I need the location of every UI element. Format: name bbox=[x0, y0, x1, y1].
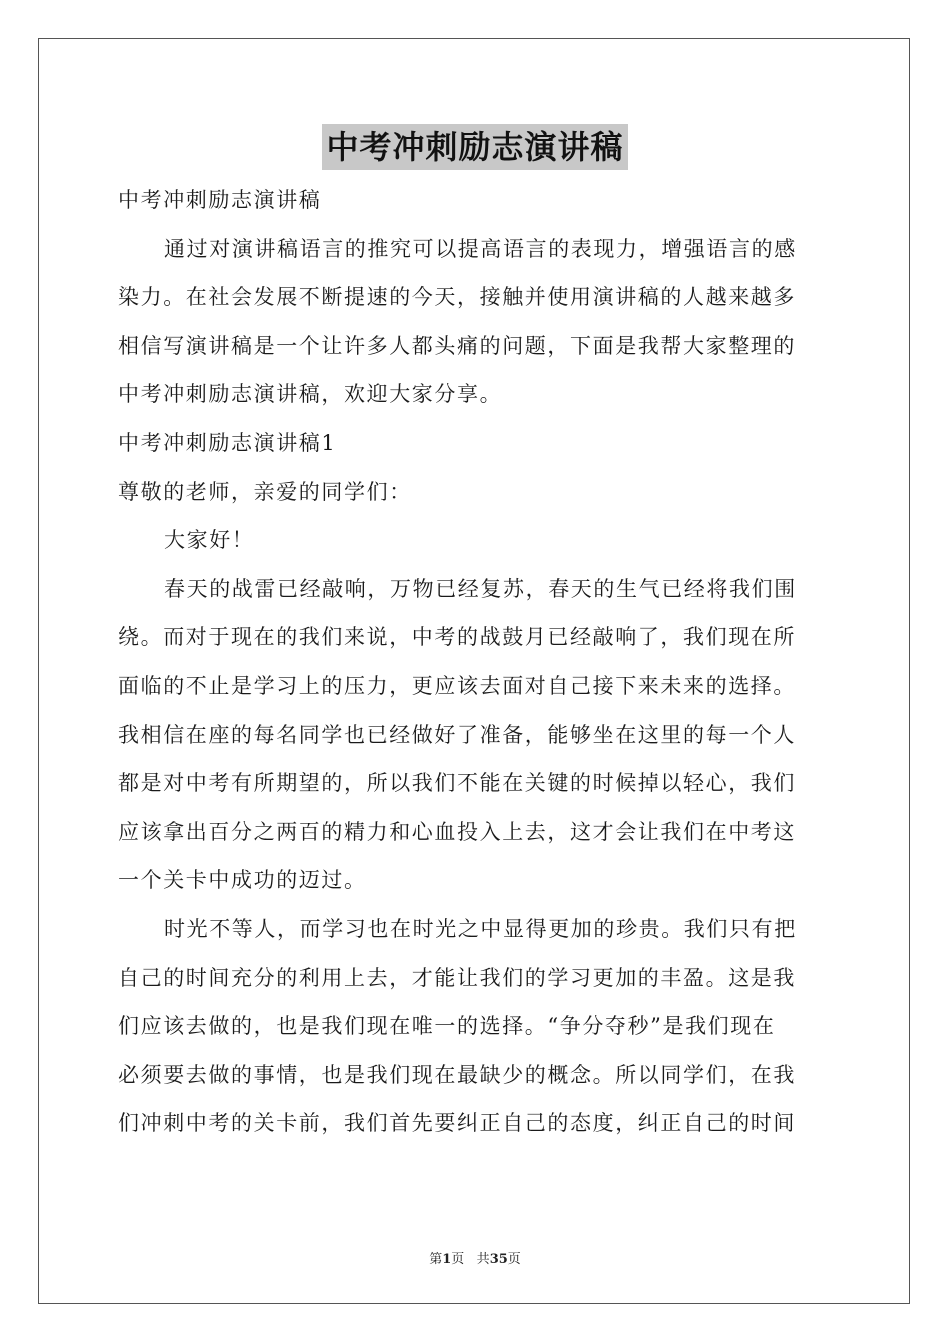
text-line: 都是对中考有所期望的，所以我们不能在关键的时候掉以轻心，我们 bbox=[118, 771, 796, 796]
total-prefix: 共 bbox=[476, 1252, 490, 1267]
page-prefix: 第 bbox=[429, 1252, 443, 1267]
text-line: 大家好！ bbox=[164, 528, 255, 553]
text-line: 春天的战雷已经敲响，万物已经复苏，春天的生气已经将我们围 bbox=[164, 576, 797, 601]
text-line: 我相信在座的每名同学也已经做好了准备，能够坐在这里的每一个人 bbox=[118, 722, 796, 747]
text-line: 染力。在社会发展不断提速的今天，接触并使用演讲稿的人越来越多 bbox=[118, 285, 796, 310]
text-line: 一个关卡中成功的迈过。 bbox=[118, 868, 367, 893]
page-footer bbox=[0, 1248, 950, 1267]
text-line: 时光不等人，而学习也在时光之中显得更加的珍贵。我们只有把 bbox=[164, 916, 797, 941]
text-line: 面临的不止是学习上的压力，更应该去面对自己接下来未来的选择。 bbox=[118, 673, 796, 698]
text-line: 们应该去做的，也是我们现在唯一的选择。“争分夺秒”是我们现在 bbox=[118, 1014, 776, 1039]
text-line: 尊敬的老师，亲爱的同学们： bbox=[118, 479, 412, 504]
page-suffix: 页 bbox=[451, 1252, 465, 1267]
text-line: 自己的时间充分的利用上去，才能让我们的学习更加的丰盈。这是我 bbox=[118, 965, 796, 990]
text-line: 中考冲刺励志演讲稿，欢迎大家分享。 bbox=[118, 382, 503, 407]
text-line: 必须要去做的事情，也是我们现在最缺少的概念。所以同学们，在我 bbox=[118, 1062, 796, 1087]
text-line: 相信写演讲稿是一个让许多人都头痛的问题，下面是我帮大家整理的 bbox=[118, 333, 796, 358]
text-line: 通过对演讲稿语言的推究可以提高语言的表现力，增强语言的感 bbox=[164, 236, 797, 261]
text-line: 绕。而对于现在的我们来说，中考的战鼓月已经敲响了，我们现在所 bbox=[118, 625, 796, 650]
text-line: 中考冲刺励志演讲稿 bbox=[118, 188, 322, 212]
page-number: 1 bbox=[442, 1252, 452, 1267]
title-container bbox=[0, 124, 950, 170]
text-line: 们冲刺中考的关卡前，我们首先要纠正自己的态度，纠正自己的时间 bbox=[118, 1111, 796, 1136]
text-line: 应该拿出百分之两百的精力和心血投入上去，这才会让我们在中考这 bbox=[118, 819, 796, 844]
document-body bbox=[118, 176, 834, 1148]
total-suffix: 页 bbox=[507, 1252, 521, 1267]
text-line: 中考冲刺励志演讲稿1 bbox=[118, 430, 337, 455]
total-pages: 35 bbox=[489, 1252, 508, 1267]
document-title: 中考冲刺励志演讲稿 bbox=[322, 124, 627, 170]
